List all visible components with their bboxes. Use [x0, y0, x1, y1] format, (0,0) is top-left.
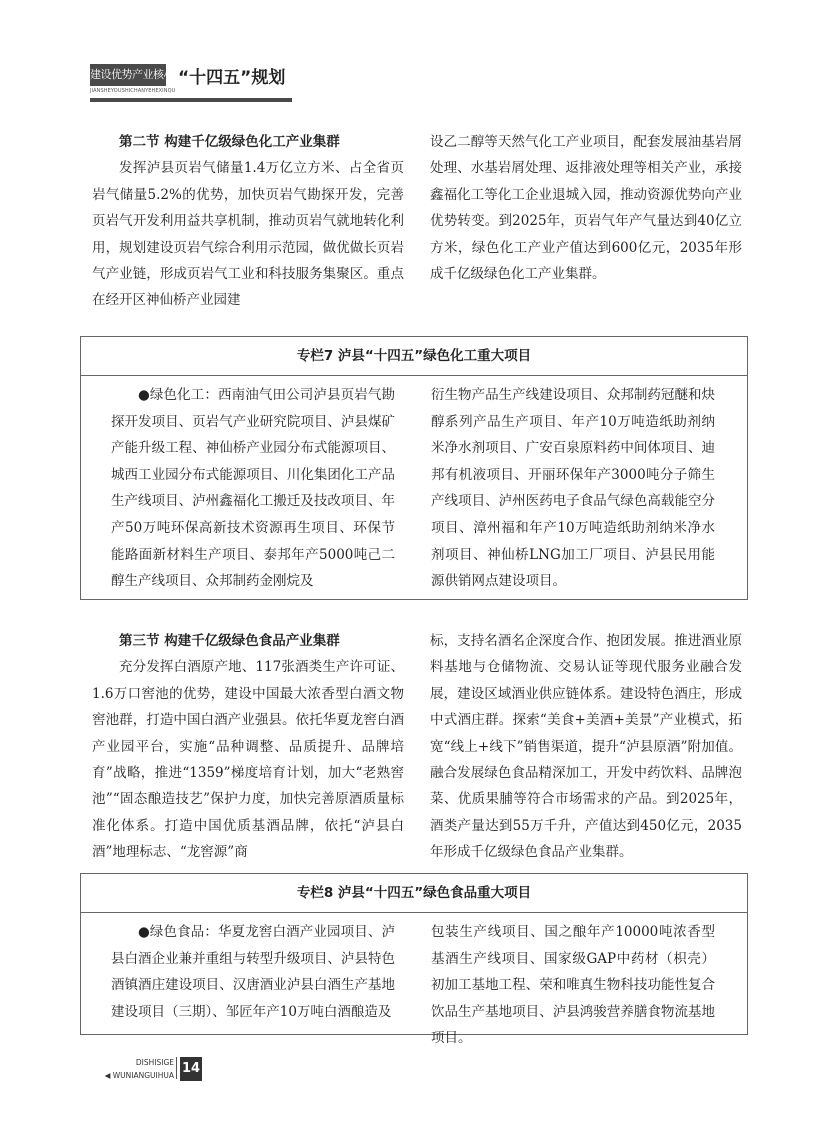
section3-right-column — [430, 628, 742, 866]
footer-line-2: ◀ WUNIANGUIHUA — [104, 1071, 174, 1080]
feature-box-8-left — [111, 919, 395, 1025]
feature-box-8-right-text: 包装生产线项目、国之酿年产10000吨浓香型基酒生产线项目、国家级GAP中药材（枳壳）初加工基地工程、荣和唯真生物科技功能性复合饮品生产基地项目、泸县鸿骏营养膳食物流基地项目。 — [431, 924, 715, 1047]
feature-box-8 — [80, 873, 748, 1047]
section3-heading: 第三节 构建千亿级绿色食品产业集群 — [119, 633, 340, 649]
section2-heading: 第二节 构建千亿级绿色化工产业集群 — [119, 134, 340, 150]
header-rule — [90, 98, 292, 102]
section3-left-column — [92, 628, 404, 866]
footer-line-1: DISHISIGE — [135, 1058, 174, 1067]
feature-box-8-right — [431, 919, 715, 1052]
feature-box-7 — [80, 336, 748, 600]
feature-box-8-title: 专栏8 泸县“十四五”绿色食品重大项目 — [81, 874, 747, 913]
section2-right-paragraph: 设乙二醇等天然气化工产业项目，配套发展油基岩屑处理、水基岩屑处理、返排液处理等相关产业，承接鑫福化工等化工企业退城入园，推动资源优势向产业优势转变。到2025年，页岩气年产气量达到40亿立方米，绿色化工产业产值达到600亿元，2035年形成千亿级绿色化工产业集群。 — [430, 134, 742, 283]
header-title: “十四五”规划 — [178, 68, 286, 88]
section2-left-paragraph: 发挥泸县页岩气储量1.4万亿立方米、占全省页岩气储量5.2%的优势，加快页岩气勘探开发，完善页岩气开发利用益共享机制，推动页岩气就地转化利用，规划建设页岩气综合利用示范园，做优做长页岩气产业链，形成页岩气工业和科技服务集聚区。重点在经开区神仙桥产业园建 — [92, 160, 404, 309]
section3-right-paragraph: 标，支持名酒名企深度合作、抱团发展。推进酒业原料基地与仓储物流、交易认证等现代服务业融合发展，建设区域酒业供应链体系。建设特色酒庄，形成中式酒庄群。探索“美食+美酒+美景”产业模式，拓宽“线上+线下”销售渠道，提升“泸县原酒”附加值。融合发展绿色食品精深加工，开发中药饮料、品牌泡菜、优质果脯等符合市场需求的产品。到2025年，酒类产量达到55万千升，产值达到450亿元，2035年形成千亿级绿色食品产业集群。 — [430, 633, 742, 861]
section-label: 建设优势产业核心区 — [90, 68, 185, 81]
section3-left-paragraph: 充分发挥白酒原产地、117张酒类生产许可证、1.6万口窖池的优势，建设中国最大浓香型白酒文物窖池群，打造中国白酒产业强县。依托华夏龙窖白酒产业园平台，实施“品种调整、品质提升、品牌培育”战略，推进“1359”梯度培育计划，加大“老熟窖池”“固态酿造技艺”保护力度，加快完善原酒质量标准化体系。打造中国优质基酒品牌，依托“泸县白酒”地理标志、“龙窖源”商 — [92, 659, 404, 861]
feature-box-7-title: 专栏7 泸县“十四五”绿色化工重大项目 — [81, 337, 747, 376]
feature-box-8-left-text: ●绿色食品：华夏龙窖白酒产业园项目、泸县白酒企业兼并重组与转型升级项目、泸县特色酒镇酒庄建设项目、汉唐酒业泸县白酒生产基地建设项目（三期）、邹匠年产10万吨白酒酿造及 — [111, 924, 395, 1020]
section-label-pinyin: JIANSHEYOUSHICHANYEHEXINQU — [90, 88, 176, 94]
section-label-box — [90, 64, 185, 86]
feature-box-7-left — [111, 382, 395, 595]
section2-left-column — [92, 129, 404, 314]
feature-box-7-left-text: ●绿色化工：西南油气田公司泸县页岩气勘探开发项目、页岩气产业研究院项目、泸县煤矿产能升级工程、神仙桥产业园分布式能源项目、城西工业园分布式能源项目、川化集团化工产品生产线项目、泸州鑫福化工搬迁及技改项目、年产50万吨环保高新技术资源再生项目、环保节能路面新材料生产项目、泰邦年产5000吨己二醇生产线项目、众邦制药金刚烷及 — [111, 387, 395, 590]
page-number: 14 — [180, 1057, 202, 1081]
feature-box-7-right — [431, 382, 715, 595]
feature-box-7-right-text: 衍生物产品生产线建设项目、众邦制药冠醚和炔醇系列产品生产项目、年产10万吨造纸助剂纳米净水剂项目、广安百泉原料药中间体项目、迪邦有机液项目、开丽环保年产3000吨分子筛生产线项目、泸州医药电子食品气绿色高载能空分项目、漳州福和年产10万吨造纸助剂纳米净水剂项目、神仙桥LNG加工厂项目、泸县民用能源供销网点建设项目。 — [431, 387, 715, 590]
section2-right-column — [430, 129, 742, 287]
footer-divider — [176, 1057, 177, 1079]
